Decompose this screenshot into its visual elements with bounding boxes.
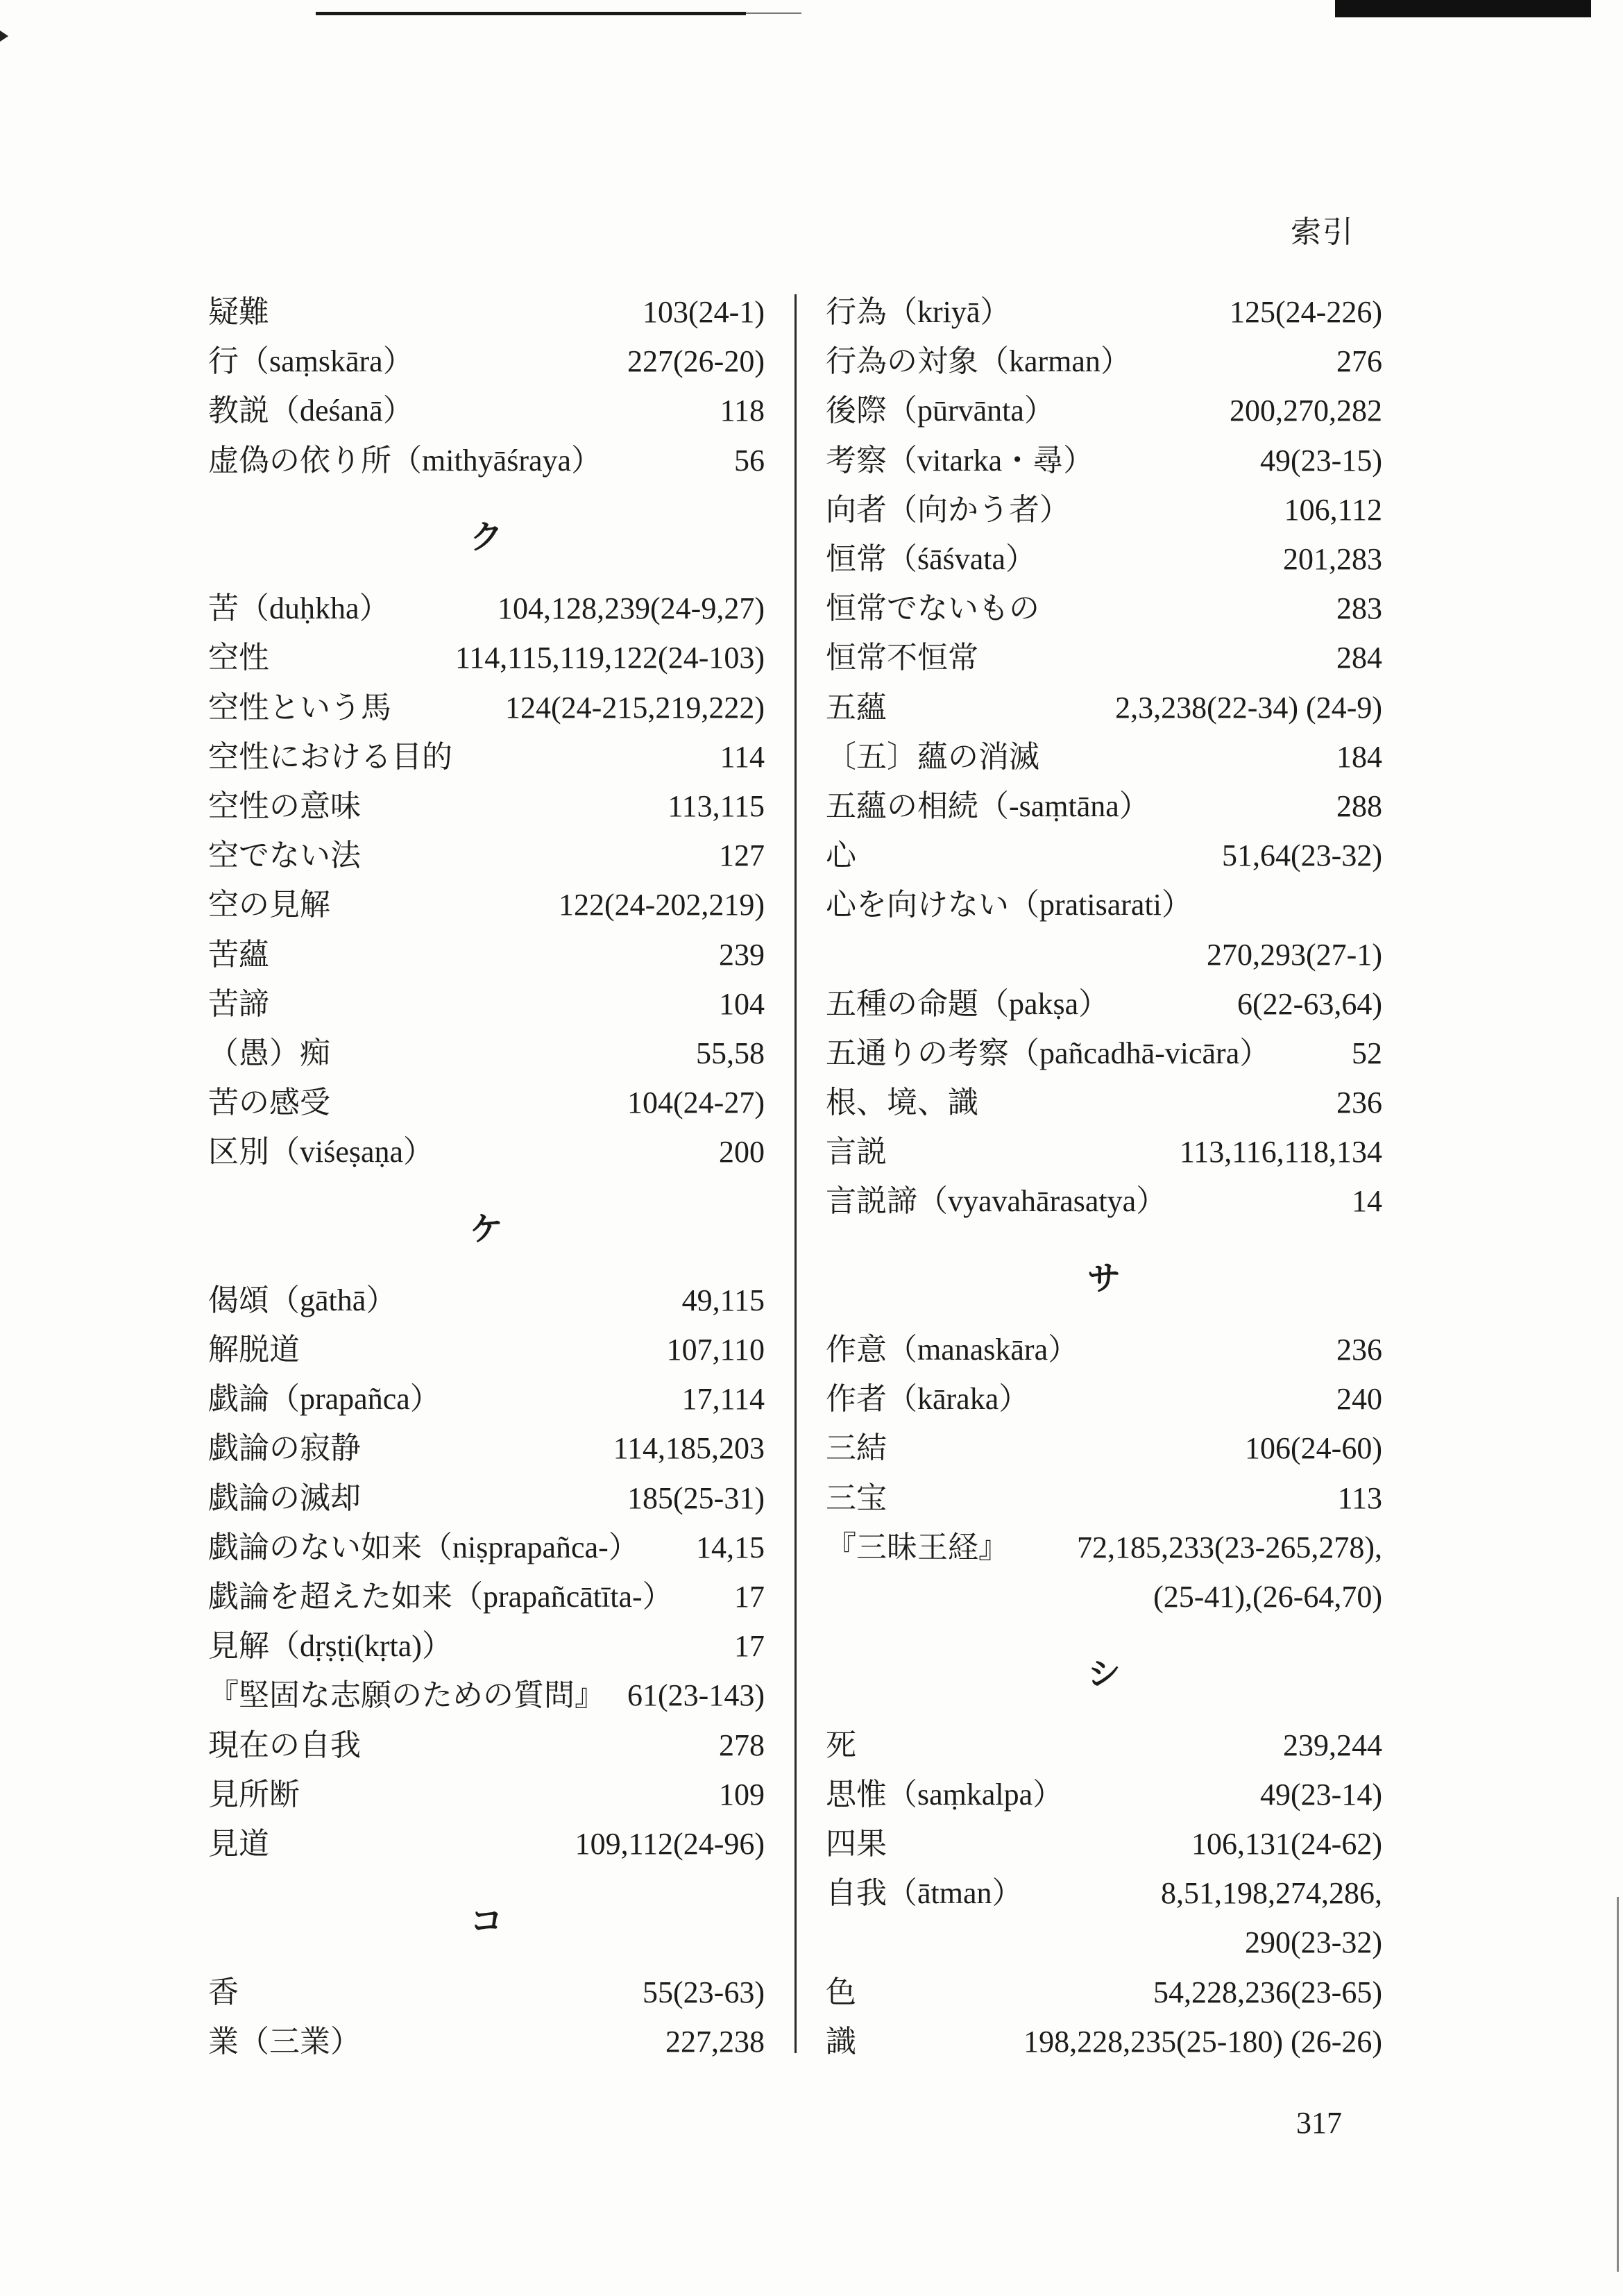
page-refs: 49(23-15) bbox=[1260, 443, 1382, 478]
index-entry bbox=[208, 1770, 765, 1819]
index-entry bbox=[826, 1523, 1382, 1572]
corner-mark bbox=[0, 31, 8, 42]
index-term: 虚偽の依り所（mithyāśraya） bbox=[208, 443, 602, 478]
index-term: 恒常（śāśvata） bbox=[826, 542, 1037, 577]
page-refs: 239,244 bbox=[1283, 1728, 1382, 1762]
index-term: 苦の感受 bbox=[208, 1086, 330, 1120]
column-divider bbox=[794, 294, 797, 2053]
index-entry bbox=[208, 1621, 765, 1671]
index-entry bbox=[208, 1523, 765, 1572]
index-term: 空性の意味 bbox=[208, 788, 361, 823]
page-refs: 6(22-63,64) bbox=[1237, 986, 1382, 1021]
index-entry bbox=[208, 831, 765, 880]
index-entry bbox=[826, 683, 1382, 732]
page-refs: 240 bbox=[1336, 1382, 1382, 1417]
index-entry bbox=[208, 1078, 765, 1127]
index-term: 行為（kriyā） bbox=[826, 295, 1011, 330]
page-refs: 276 bbox=[1336, 344, 1382, 379]
index-entry bbox=[826, 1078, 1382, 1127]
index-term: 恒常でないもの bbox=[826, 591, 1039, 626]
index-term: 五蘊 bbox=[826, 690, 887, 725]
index-term: 業（三業） bbox=[208, 2024, 361, 2059]
page-refs: 114,185,203 bbox=[613, 1431, 765, 1466]
page-refs: 124(24-215,219,222) bbox=[505, 690, 765, 725]
page-refs: 113,116,118,134 bbox=[1179, 1135, 1382, 1170]
index-term: 戯論を超えた如来（prapañcātīta-） bbox=[208, 1580, 673, 1614]
index-term: 見所断 bbox=[208, 1777, 300, 1812]
index-entry bbox=[208, 732, 765, 782]
page-refs: 17 bbox=[734, 1580, 765, 1614]
page-refs: 104(24-27) bbox=[627, 1086, 765, 1120]
index-entry bbox=[826, 1127, 1382, 1176]
index-entry bbox=[826, 436, 1382, 485]
index-entry bbox=[826, 386, 1382, 435]
index-entry bbox=[208, 633, 765, 682]
index-term: 行為の対象（karman） bbox=[826, 344, 1131, 379]
index-term: 根、境、識 bbox=[826, 1086, 978, 1120]
page-refs: 114,115,119,122(24-103) bbox=[454, 641, 765, 675]
section-heading-shi: シ bbox=[1087, 1654, 1121, 1694]
page-refs: 109 bbox=[719, 1777, 765, 1812]
index-entry bbox=[208, 782, 765, 831]
index-entry bbox=[826, 633, 1382, 682]
section-heading-sa: サ bbox=[1087, 1259, 1121, 1299]
index-term: 死 bbox=[826, 1728, 856, 1762]
index-term: 色 bbox=[826, 1975, 856, 2009]
index-term: 行（saṃskāra） bbox=[208, 344, 414, 379]
index-term: 空の見解 bbox=[208, 888, 330, 922]
index-entry bbox=[826, 979, 1382, 1029]
scan-edge-line bbox=[1617, 1897, 1619, 2272]
page-refs: 52 bbox=[1352, 1036, 1382, 1070]
index-entry bbox=[826, 782, 1382, 831]
index-term: 苦諦 bbox=[208, 986, 269, 1021]
index-entry bbox=[826, 1325, 1382, 1374]
index-column-right bbox=[826, 287, 1382, 2066]
index-term: 苦（duḥkha） bbox=[208, 591, 390, 626]
index-term: （愚）痴 bbox=[208, 1036, 330, 1070]
index-term: 見解（dṛṣṭi(kṛta)） bbox=[208, 1629, 452, 1664]
page-number: 317 bbox=[1296, 2106, 1342, 2140]
page-refs: 122(24-202,219) bbox=[559, 888, 765, 922]
index-entry bbox=[208, 683, 765, 732]
index-entry bbox=[208, 386, 765, 435]
page-refs: 107,110 bbox=[666, 1333, 765, 1367]
page-refs: 2,3,238(22-34) (24-9) bbox=[1115, 690, 1382, 725]
index-entry-continuation bbox=[826, 929, 1382, 979]
index-entry-continuation bbox=[826, 1572, 1382, 1621]
page-refs: 103(24-1) bbox=[643, 295, 765, 330]
page-refs: 127 bbox=[719, 838, 765, 873]
page-refs: 114 bbox=[720, 739, 765, 774]
index-column-left bbox=[208, 287, 765, 2066]
index-entry bbox=[826, 2017, 1382, 2066]
index-term: 三宝 bbox=[826, 1480, 887, 1515]
page-refs: 49,115 bbox=[681, 1283, 765, 1317]
index-term: 〔五〕蘊の消滅 bbox=[826, 739, 1039, 774]
index-term: 後際（pūrvānta） bbox=[826, 394, 1055, 428]
page-refs: 201,283 bbox=[1283, 542, 1382, 577]
page-refs: 288 bbox=[1336, 788, 1382, 823]
index-entry bbox=[208, 1424, 765, 1473]
index-entry-continuation bbox=[826, 1918, 1382, 1967]
index-term: 戯論の滅却 bbox=[208, 1480, 361, 1515]
index-entry bbox=[208, 1127, 765, 1176]
index-term: 向者（向かう者） bbox=[826, 492, 1070, 527]
page-refs: 236 bbox=[1336, 1333, 1382, 1367]
index-entry bbox=[826, 1720, 1382, 1769]
index-term: 香 bbox=[208, 1975, 239, 2009]
index-entry bbox=[826, 287, 1382, 337]
index-entry bbox=[208, 880, 765, 929]
index-term: 心 bbox=[826, 838, 856, 873]
index-entry bbox=[826, 1176, 1382, 1226]
top-rule bbox=[316, 12, 746, 15]
index-term: 疑難 bbox=[208, 295, 269, 330]
index-entry bbox=[826, 1474, 1382, 1523]
page-refs: 106,112 bbox=[1284, 492, 1382, 527]
page-refs: 278 bbox=[719, 1728, 765, 1762]
index-term: 言説諦（vyavahārasatya） bbox=[826, 1184, 1167, 1219]
page-refs: 14 bbox=[1352, 1184, 1382, 1219]
page-refs: 239 bbox=[719, 937, 765, 972]
top-rule-tail bbox=[746, 12, 801, 14]
index-entry bbox=[208, 1474, 765, 1523]
page-refs: 184 bbox=[1336, 739, 1382, 774]
page-refs: 106,131(24-62) bbox=[1191, 1826, 1382, 1861]
index-term: 作意（manaskāra） bbox=[826, 1333, 1079, 1367]
page-refs: 17,114 bbox=[681, 1382, 765, 1417]
index-entry bbox=[826, 1374, 1382, 1424]
page-refs: 113 bbox=[1337, 1480, 1382, 1515]
index-entry bbox=[208, 1325, 765, 1374]
index-entry bbox=[208, 979, 765, 1029]
index-term: 『堅固な志願のための質問』 bbox=[208, 1678, 605, 1713]
section-heading-ko: コ bbox=[469, 1901, 503, 1941]
index-term: 戯論の寂静 bbox=[208, 1431, 361, 1466]
index-entry bbox=[826, 534, 1382, 584]
index-term: 空性における目的 bbox=[208, 739, 452, 774]
page-refs: 113,115 bbox=[668, 788, 765, 823]
index-entry bbox=[826, 1770, 1382, 1819]
index-term: 考察（vitarka・尋） bbox=[826, 443, 1094, 478]
index-term: 自我（ātman） bbox=[826, 1876, 1023, 1911]
page-refs: 56 bbox=[734, 443, 765, 478]
page-refs: 125(24-226) bbox=[1230, 295, 1382, 330]
page-refs: 14,15 bbox=[696, 1530, 765, 1564]
index-term: 三結 bbox=[826, 1431, 887, 1466]
index-entry bbox=[208, 436, 765, 485]
page-refs: 109,112(24-96) bbox=[575, 1826, 765, 1861]
index-term: 作者（kāraka） bbox=[826, 1382, 1030, 1417]
index-entry bbox=[826, 337, 1382, 386]
page-refs: 72,185,233(23-265,278), bbox=[1077, 1530, 1382, 1564]
index-entry bbox=[208, 1720, 765, 1769]
page-refs: 283 bbox=[1336, 591, 1382, 626]
index-entry bbox=[826, 1868, 1382, 1918]
index-term: 空性 bbox=[208, 641, 269, 675]
index-entry bbox=[208, 1967, 765, 2016]
index-term: 言説 bbox=[826, 1135, 887, 1170]
page-refs: 284 bbox=[1336, 641, 1382, 675]
index-term: 空性という馬 bbox=[208, 690, 391, 725]
index-term: 五種の命題（pakṣa） bbox=[826, 986, 1110, 1021]
index-entry bbox=[208, 2017, 765, 2066]
index-entry bbox=[208, 1374, 765, 1424]
index-term: 区別（viśeṣaṇa） bbox=[208, 1135, 434, 1170]
page-refs: 227(26-20) bbox=[627, 344, 765, 379]
page-refs: 185(25-31) bbox=[627, 1480, 765, 1515]
page-refs: 270,293(27-1) bbox=[1207, 937, 1382, 972]
page-refs: 104,128,239(24-9,27) bbox=[498, 591, 765, 626]
index-entry bbox=[208, 287, 765, 337]
index-entry bbox=[826, 880, 1382, 929]
index-entry bbox=[826, 732, 1382, 782]
page-refs: 49(23-14) bbox=[1260, 1777, 1382, 1812]
index-term: 五通りの考察（pañcadhā-vicāra） bbox=[826, 1036, 1271, 1070]
index-entry bbox=[208, 584, 765, 633]
section-heading-ku: ク bbox=[469, 518, 503, 557]
index-entry bbox=[208, 1819, 765, 1868]
page-refs: 200,270,282 bbox=[1230, 394, 1382, 428]
page-refs: 61(23-143) bbox=[627, 1678, 765, 1713]
page-refs: 198,228,235(25-180) (26-26) bbox=[1023, 2024, 1382, 2059]
index-entry bbox=[826, 1819, 1382, 1868]
index-term: 見道 bbox=[208, 1826, 269, 1861]
index-entry bbox=[826, 1424, 1382, 1473]
page-refs: 51,64(23-32) bbox=[1222, 838, 1382, 873]
index-term: 空でない法 bbox=[208, 838, 361, 873]
index-term: 思惟（saṃkalpa） bbox=[826, 1777, 1064, 1812]
index-term: 五蘊の相続（-saṃtāna） bbox=[826, 788, 1150, 823]
page-refs: 290(23-32) bbox=[1245, 1925, 1382, 1960]
page-refs: 236 bbox=[1336, 1086, 1382, 1120]
index-term: 識 bbox=[826, 2024, 856, 2059]
index-term: 戯論（prapañca） bbox=[208, 1382, 441, 1417]
page-refs: 200 bbox=[719, 1135, 765, 1170]
index-entry bbox=[208, 1671, 765, 1720]
index-term: 戯論のない如来（niṣprapañca-） bbox=[208, 1530, 639, 1564]
index-entry bbox=[826, 831, 1382, 880]
index-term: 現在の自我 bbox=[208, 1728, 361, 1762]
index-term: 教説（deśanā） bbox=[208, 394, 414, 428]
page-refs: 55,58 bbox=[696, 1036, 765, 1070]
index-term: 心を向けない（pratisarati） bbox=[826, 888, 1192, 922]
page-refs: 55(23-63) bbox=[643, 1975, 765, 2009]
page-refs: 227,238 bbox=[665, 2024, 765, 2059]
index-entry bbox=[208, 1276, 765, 1325]
index-entry bbox=[208, 929, 765, 979]
index-entry bbox=[826, 485, 1382, 534]
header-bar bbox=[1335, 0, 1591, 17]
page-refs: 104 bbox=[719, 986, 765, 1021]
index-entry bbox=[826, 584, 1382, 633]
index-entry bbox=[208, 1572, 765, 1621]
index-entry bbox=[826, 1967, 1382, 2016]
index-term: 苦蘊 bbox=[208, 937, 269, 972]
index-term: 四果 bbox=[826, 1826, 887, 1861]
page-refs: (25-41),(26-64,70) bbox=[1153, 1579, 1382, 1614]
page-refs: 106(24-60) bbox=[1245, 1431, 1382, 1466]
page-refs: 54,228,236(23-65) bbox=[1153, 1975, 1382, 2009]
page-refs: 8,51,198,274,286, bbox=[1161, 1876, 1382, 1911]
running-head: 索引 bbox=[1291, 215, 1354, 249]
index-term: 恒常不恒常 bbox=[826, 641, 978, 675]
index-entry bbox=[208, 1029, 765, 1078]
page-refs: 17 bbox=[734, 1629, 765, 1664]
index-term: 『三昧王経』 bbox=[826, 1530, 1009, 1564]
index-term: 解脱道 bbox=[208, 1333, 300, 1367]
page-refs: 118 bbox=[720, 394, 765, 428]
index-entry bbox=[826, 1029, 1382, 1078]
index-entry bbox=[208, 337, 765, 386]
index-term: 偈頌（gāthā） bbox=[208, 1283, 397, 1317]
section-heading-ke: ケ bbox=[469, 1210, 503, 1249]
